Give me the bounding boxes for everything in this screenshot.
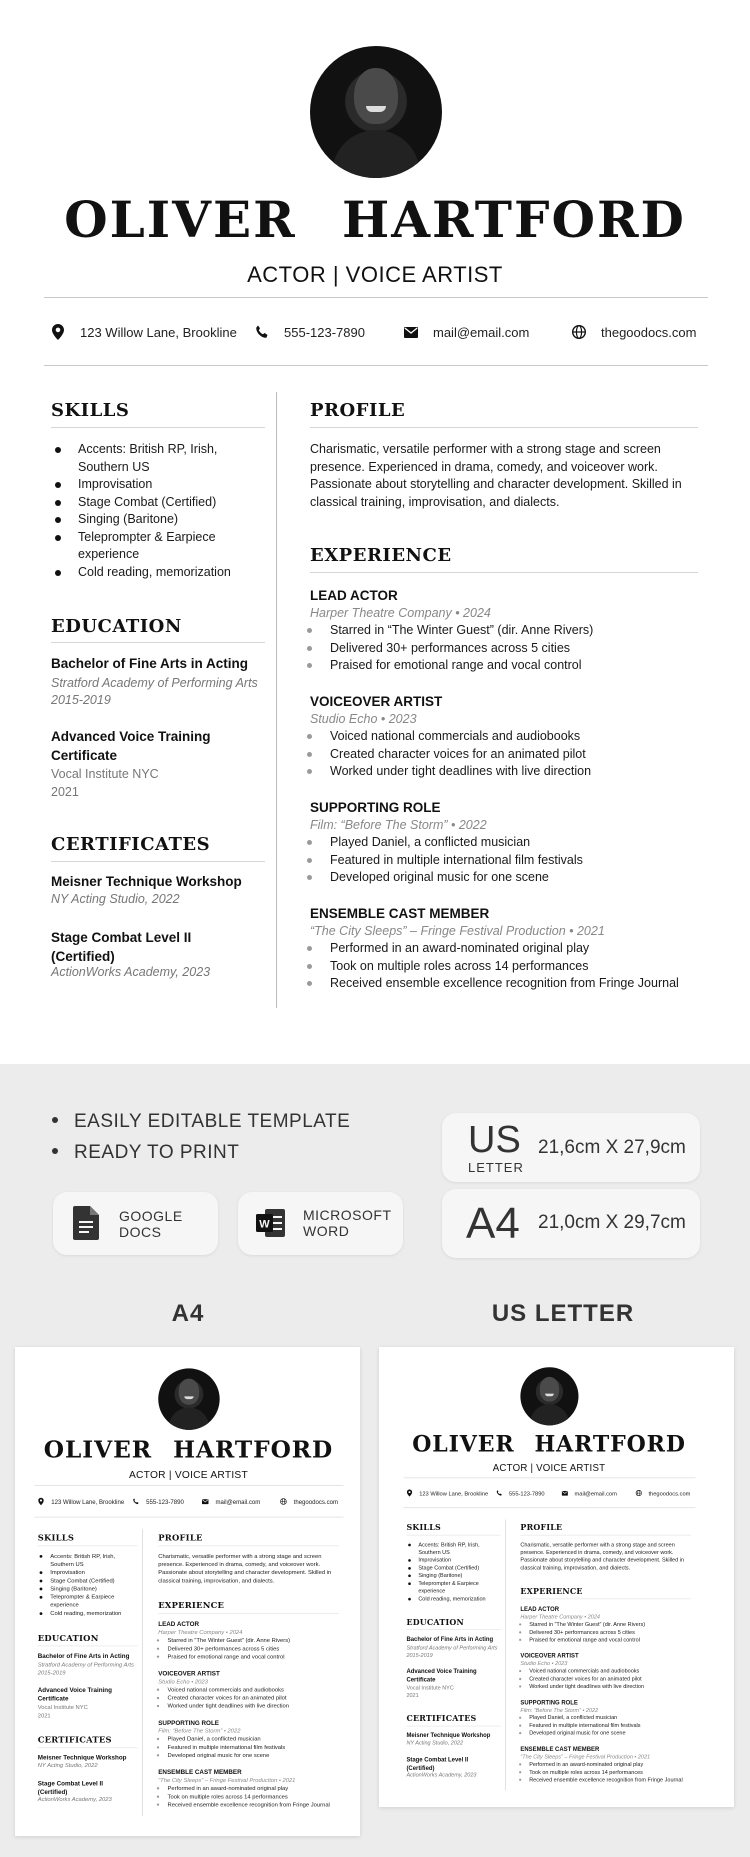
resume-name: OLIVER HARTFORD xyxy=(64,190,686,249)
skill-item: Cold reading, memorization xyxy=(38,1609,131,1617)
job-bullet: Played Daniel, a conflicted musician xyxy=(155,1735,341,1743)
skill-item: Accents: British RP, Irish, Southern US xyxy=(51,441,251,476)
contact-address-text: 123 Willow Lane, Brookline xyxy=(419,1489,489,1497)
education-school: Vocal Institute NYC xyxy=(406,1684,454,1691)
certificate-org: ActionWorks Academy, 2023 xyxy=(51,965,211,979)
divider xyxy=(44,297,708,298)
promo-section xyxy=(0,1064,750,1857)
job-bullet: Praised for emotional range and vocal control xyxy=(303,657,703,675)
job-role: ENSEMBLE CAST MEMBER xyxy=(310,906,490,921)
experience-heading: EXPERIENCE xyxy=(158,1600,225,1611)
experience-heading: EXPERIENCE xyxy=(310,545,452,566)
skill-item: Singing (Baritone) xyxy=(38,1585,131,1593)
skill-item: Teleprompter & Earpiece experience xyxy=(38,1593,131,1609)
us-size-sublabel: LETTER xyxy=(468,1160,524,1175)
location-pin-icon xyxy=(406,1490,413,1497)
us-letter-preview-page xyxy=(379,1347,734,1807)
education-school: Vocal Institute NYC xyxy=(37,1703,88,1711)
contact-address-text: 123 Willow Lane, Brookline xyxy=(80,324,237,340)
contact-phone-text: 555-123-7890 xyxy=(508,1489,545,1497)
skills-list xyxy=(51,441,251,581)
certificate-name: Stage Combat Level II (Certified) xyxy=(406,1756,469,1772)
certificate-name: Meisner Technique Workshop xyxy=(51,874,242,889)
job-role: LEAD ACTOR xyxy=(520,1605,560,1613)
skill-item: Improvisation xyxy=(38,1568,131,1576)
education-heading: EDUCATION xyxy=(37,1633,99,1644)
education-years: 2021 xyxy=(51,785,79,799)
certificates-heading: CERTIFICATES xyxy=(51,834,211,855)
skill-item: Cold reading, memorization xyxy=(406,1595,494,1603)
education-years: 2015-2019 xyxy=(406,1651,433,1659)
job-bullet: Featured in multiple international film festivals xyxy=(155,1743,341,1751)
job-bullet: Voiced national commercials and audiobooks xyxy=(517,1667,693,1675)
us-preview-title: US LETTER xyxy=(491,1300,635,1327)
job-bullet: Performed in an award-nominated original play xyxy=(155,1784,350,1792)
job-bullet: Worked under tight deadlines with live direction xyxy=(155,1702,341,1710)
skill-item: Singing (Baritone) xyxy=(406,1572,494,1580)
envelope-icon xyxy=(403,324,419,340)
job-role: SUPPORTING ROLE xyxy=(310,800,441,815)
certificate-name: Stage Combat Level II (Certified) xyxy=(51,930,192,964)
microsoft-word-label: MICROSOFT WORD xyxy=(303,1207,392,1239)
job-bullet: Voiced national commercials and audiobooks xyxy=(155,1686,341,1694)
job-bullet: Developed original music for one scene xyxy=(517,1729,693,1737)
job-bullets xyxy=(517,1761,702,1784)
job-bullet: Starred in “The Winter Guest” (dir. Anne Rivers) xyxy=(303,622,703,640)
job-bullets xyxy=(517,1621,693,1644)
profile-text: Charismatic, versatile performer with a strong stage and screen presence. Experienced in drama, comedy, and voiceover work. Passionate about storytelling and character development. Skilled in classical training, improvisation, and dialects. xyxy=(520,1541,684,1571)
resume-name: OLIVER HARTFORD xyxy=(43,1435,334,1463)
certificate-name: Meisner Technique Workshop xyxy=(406,1731,491,1739)
education-years: 2021 xyxy=(406,1692,419,1699)
location-pin-icon xyxy=(50,324,66,340)
contact-phone-text: 555-123-7890 xyxy=(146,1497,184,1505)
job-role: VOICEOVER ARTIST xyxy=(158,1669,220,1677)
profile-text: Charismatic, versatile performer with a strong stage and screen presence. Experienced in drama, comedy, and voiceover work. Passionate about storytelling and character development. Skilled in classical training, improvisation, and dialects. xyxy=(158,1552,332,1584)
skill-item: Accents: British RP, Irish, Southern US xyxy=(406,1541,494,1556)
education-degree: Advanced Voice Training Certificate xyxy=(51,729,211,763)
skill-item: Cold reading, memorization xyxy=(51,564,251,582)
skill-item: Stage Combat (Certified) xyxy=(38,1577,131,1585)
job-bullet: Praised for emotional range and vocal control xyxy=(517,1636,693,1644)
google-docs-icon xyxy=(73,1206,99,1240)
job-bullets xyxy=(155,1636,341,1660)
education-degree: Advanced Voice Training Certificate xyxy=(406,1667,477,1683)
contact-website xyxy=(571,322,696,342)
divider xyxy=(310,572,698,573)
microsoft-word-card[interactable] xyxy=(238,1192,403,1255)
job-bullet: Developed original music for one scene xyxy=(303,869,703,887)
profile-photo xyxy=(310,46,442,178)
job-meta: “The City Sleeps” – Fringe Festival Production • 2021 xyxy=(310,924,605,938)
certificate-org: NY Acting Studio, 2022 xyxy=(51,892,180,906)
contact-website xyxy=(280,1497,338,1506)
divider xyxy=(51,642,265,643)
job-bullet: Praised for emotional range and vocal control xyxy=(155,1653,341,1661)
a4-size-dimensions: 21,0cm X 29,7cm xyxy=(538,1212,686,1233)
contact-phone xyxy=(496,1489,545,1498)
contact-website-text: thegoodocs.com xyxy=(293,1497,339,1505)
skill-item: Accents: British RP, Irish, Southern US xyxy=(38,1552,131,1568)
a4-preview-page xyxy=(15,1347,360,1836)
job-bullet: Created character voices for an animated pilot xyxy=(517,1675,693,1683)
resume-title: ACTOR | VOICE ARTIST xyxy=(247,262,503,287)
skill-item: Stage Combat (Certified) xyxy=(406,1564,494,1572)
profile-heading: PROFILE xyxy=(520,1523,563,1533)
phone-icon xyxy=(132,1498,139,1505)
a4-preview-title: A4 xyxy=(171,1300,205,1327)
education-years: 2021 xyxy=(37,1712,51,1719)
job-bullet: Received ensemble excellence recognition from Fringe Journal xyxy=(303,975,723,993)
us-size-dimensions: 21,6cm X 27,9cm xyxy=(538,1137,686,1158)
google-docs-card[interactable] xyxy=(53,1192,218,1255)
skill-item: Stage Combat (Certified) xyxy=(51,494,251,512)
phone-icon xyxy=(254,324,270,340)
a4-size-card xyxy=(442,1189,700,1258)
job-bullets xyxy=(517,1667,693,1690)
job-bullet: Starred in “The Winter Guest” (dir. Anne Rivers) xyxy=(517,1621,693,1629)
feature-item: READY TO PRINT xyxy=(52,1142,239,1164)
phone-icon xyxy=(496,1490,503,1497)
profile-photo xyxy=(158,1368,219,1429)
skills-list xyxy=(38,1552,131,1617)
job-meta: Studio Echo • 2023 xyxy=(520,1660,568,1667)
job-bullet: Developed original music for one scene xyxy=(155,1751,341,1759)
education-school: Stratford Academy of Performing Arts xyxy=(37,1661,134,1669)
us-size-label: US xyxy=(468,1119,521,1161)
contact-website-text: thegoodocs.com xyxy=(601,324,697,340)
a4-size-label: A4 xyxy=(466,1199,520,1248)
job-meta: Film: “Before The Storm” • 2022 xyxy=(158,1727,241,1735)
contact-address xyxy=(406,1489,488,1498)
job-role: VOICEOVER ARTIST xyxy=(310,694,443,709)
divider xyxy=(44,365,708,366)
envelope-icon xyxy=(202,1498,209,1505)
contact-email xyxy=(202,1497,261,1506)
job-bullet: Played Daniel, a conflicted musician xyxy=(303,834,703,852)
skills-heading: SKILLS xyxy=(406,1523,441,1533)
job-role: SUPPORTING ROLE xyxy=(520,1699,578,1706)
skills-heading: SKILLS xyxy=(37,1533,75,1543)
job-meta: Film: “Before The Storm” • 2022 xyxy=(520,1706,599,1714)
divider xyxy=(51,427,265,428)
skill-item: Teleprompter & Earpiece experience xyxy=(51,529,251,564)
skill-item: Improvisation xyxy=(51,476,251,494)
job-bullets xyxy=(303,622,703,675)
contact-email-text: mail@email.com xyxy=(574,1489,617,1497)
skill-item: Teleprompter & Earpiece experience xyxy=(406,1580,494,1595)
certificate-org: NY Acting Studio, 2022 xyxy=(37,1762,98,1769)
job-bullet: Performed in an award-nominated original play xyxy=(303,940,723,958)
job-meta: Harper Theatre Company • 2024 xyxy=(310,606,491,620)
job-bullet: Received ensemble excellence recognition from Fringe Journal xyxy=(517,1776,702,1784)
education-degree: Advanced Voice Training Certificate xyxy=(37,1686,112,1703)
job-role: SUPPORTING ROLE xyxy=(158,1719,219,1727)
education-school: Vocal Institute NYC xyxy=(51,767,159,781)
contact-email xyxy=(403,322,529,342)
globe-icon xyxy=(571,324,587,340)
job-bullet: Featured in multiple international film festivals xyxy=(303,852,703,870)
envelope-icon xyxy=(561,1490,568,1497)
experience-heading: EXPERIENCE xyxy=(520,1586,583,1597)
column-divider xyxy=(276,392,277,1008)
us-letter-size-card xyxy=(442,1113,700,1182)
skill-item: Singing (Baritone) xyxy=(51,511,251,529)
education-degree: Bachelor of Fine Arts in Acting xyxy=(37,1652,130,1660)
job-bullet: Worked under tight deadlines with live direction xyxy=(517,1683,693,1691)
job-bullet: Received ensemble excellence recognition from Fringe Journal xyxy=(155,1801,350,1809)
resume-title: ACTOR | VOICE ARTIST xyxy=(492,1462,606,1474)
job-meta: Harper Theatre Company • 2024 xyxy=(520,1613,600,1620)
job-role: LEAD ACTOR xyxy=(158,1620,200,1628)
certificate-org: ActionWorks Academy, 2023 xyxy=(406,1771,477,1778)
education-degree: Bachelor of Fine Arts in Acting xyxy=(51,656,249,671)
job-bullet: Delivered 30+ performances across 5 cities xyxy=(517,1628,693,1636)
certificates-heading: CERTIFICATES xyxy=(37,1735,112,1745)
contact-phone xyxy=(254,322,365,342)
contact-website-text: thegoodocs.com xyxy=(648,1489,691,1497)
job-bullet: Took on multiple roles across 14 performances xyxy=(517,1768,702,1776)
certificate-org: NY Acting Studio, 2022 xyxy=(406,1739,464,1746)
job-bullet: Took on multiple roles across 14 performances xyxy=(155,1793,350,1801)
education-years: 2015-2019 xyxy=(51,693,111,707)
job-bullet: Created character voices for an animated pilot xyxy=(303,746,703,764)
profile-heading: PROFILE xyxy=(310,400,406,421)
divider xyxy=(310,427,698,428)
svg-text:W: W xyxy=(259,1218,270,1231)
certificate-name: Meisner Technique Workshop xyxy=(37,1753,127,1761)
job-meta: “The City Sleeps” – Fringe Festival Production • 2021 xyxy=(520,1753,651,1760)
contact-address xyxy=(37,1497,124,1506)
job-bullets xyxy=(155,1735,341,1759)
job-bullet: Delivered 30+ performances across 5 cities xyxy=(155,1645,341,1653)
job-bullet: Performed in an award-nominated original play xyxy=(517,1761,702,1769)
job-bullet: Worked under tight deadlines with live direction xyxy=(303,763,703,781)
job-role: ENSEMBLE CAST MEMBER xyxy=(520,1745,600,1753)
profile-text: Charismatic, versatile performer with a strong stage and screen presence. Experienced in drama, comedy, and voiceover work. Passionate about storytelling and character development. Skilled in classical training, improvisation, and dialects. xyxy=(310,442,682,509)
job-meta: Studio Echo • 2023 xyxy=(158,1678,208,1685)
job-bullet: Took on multiple roles across 14 performances xyxy=(303,958,723,976)
contact-address xyxy=(50,322,237,342)
globe-icon xyxy=(280,1498,287,1505)
skills-heading: SKILLS xyxy=(51,400,130,421)
profile-heading: PROFILE xyxy=(158,1533,203,1543)
job-bullet: Featured in multiple international film festivals xyxy=(517,1722,693,1730)
job-meta: Harper Theatre Company • 2024 xyxy=(158,1628,243,1636)
contact-phone-text: 555-123-7890 xyxy=(284,324,365,340)
skills-list xyxy=(406,1541,494,1603)
job-bullet: Delivered 30+ performances across 5 cities xyxy=(303,640,703,658)
job-meta: “The City Sleeps” – Fringe Festival Production • 2021 xyxy=(158,1776,296,1784)
job-bullets xyxy=(303,834,703,887)
profile-photo xyxy=(520,1367,578,1425)
education-heading: EDUCATION xyxy=(406,1618,464,1628)
job-meta: Film: “Before The Storm” • 2022 xyxy=(310,818,487,832)
globe-icon xyxy=(635,1490,642,1497)
job-bullets xyxy=(303,940,723,993)
job-bullets xyxy=(155,1686,341,1710)
certificate-org: ActionWorks Academy, 2023 xyxy=(37,1796,112,1803)
job-bullet: Starred in “The Winter Guest” (dir. Anne Rivers) xyxy=(155,1636,341,1644)
certificate-name: Stage Combat Level II (Certified) xyxy=(37,1779,104,1796)
resume-thumbnail xyxy=(384,1347,714,1807)
contact-phone xyxy=(132,1497,184,1506)
location-pin-icon xyxy=(37,1498,44,1505)
education-school: Stratford Academy of Performing Arts xyxy=(51,676,258,690)
google-docs-label: GOOGLE DOCS xyxy=(119,1208,183,1240)
resume-thumbnail xyxy=(15,1347,360,1836)
education-years: 2015-2019 xyxy=(37,1669,66,1676)
contact-address-text: 123 Willow Lane, Brookline xyxy=(51,1497,125,1505)
education-degree: Bachelor of Fine Arts in Acting xyxy=(406,1635,494,1643)
job-bullets xyxy=(303,728,703,781)
certificates-heading: CERTIFICATES xyxy=(406,1713,477,1724)
job-role: VOICEOVER ARTIST xyxy=(520,1652,579,1659)
job-bullet: Voiced national commercials and audiobooks xyxy=(303,728,703,746)
contact-email xyxy=(561,1489,617,1498)
microsoft-word-icon xyxy=(256,1207,286,1239)
skill-item: Improvisation xyxy=(406,1556,494,1564)
divider xyxy=(51,861,265,862)
contact-email-text: mail@email.com xyxy=(433,324,530,340)
resume-name: OLIVER HARTFORD xyxy=(412,1430,686,1457)
job-role: LEAD ACTOR xyxy=(310,588,398,603)
job-bullets xyxy=(517,1714,693,1737)
resume-title: ACTOR | VOICE ARTIST xyxy=(128,1468,248,1481)
job-bullet: Played Daniel, a conflicted musician xyxy=(517,1714,693,1722)
education-heading: EDUCATION xyxy=(51,616,182,637)
job-bullet: Created character voices for an animated pilot xyxy=(155,1694,341,1702)
education-school: Stratford Academy of Performing Arts xyxy=(406,1644,498,1651)
contact-email-text: mail@email.com xyxy=(215,1497,261,1505)
job-role: ENSEMBLE CAST MEMBER xyxy=(158,1768,242,1776)
contact-website xyxy=(635,1489,690,1498)
job-bullets xyxy=(155,1784,350,1808)
job-meta: Studio Echo • 2023 xyxy=(310,712,417,726)
feature-item: EASILY EDITABLE TEMPLATE xyxy=(52,1111,350,1133)
